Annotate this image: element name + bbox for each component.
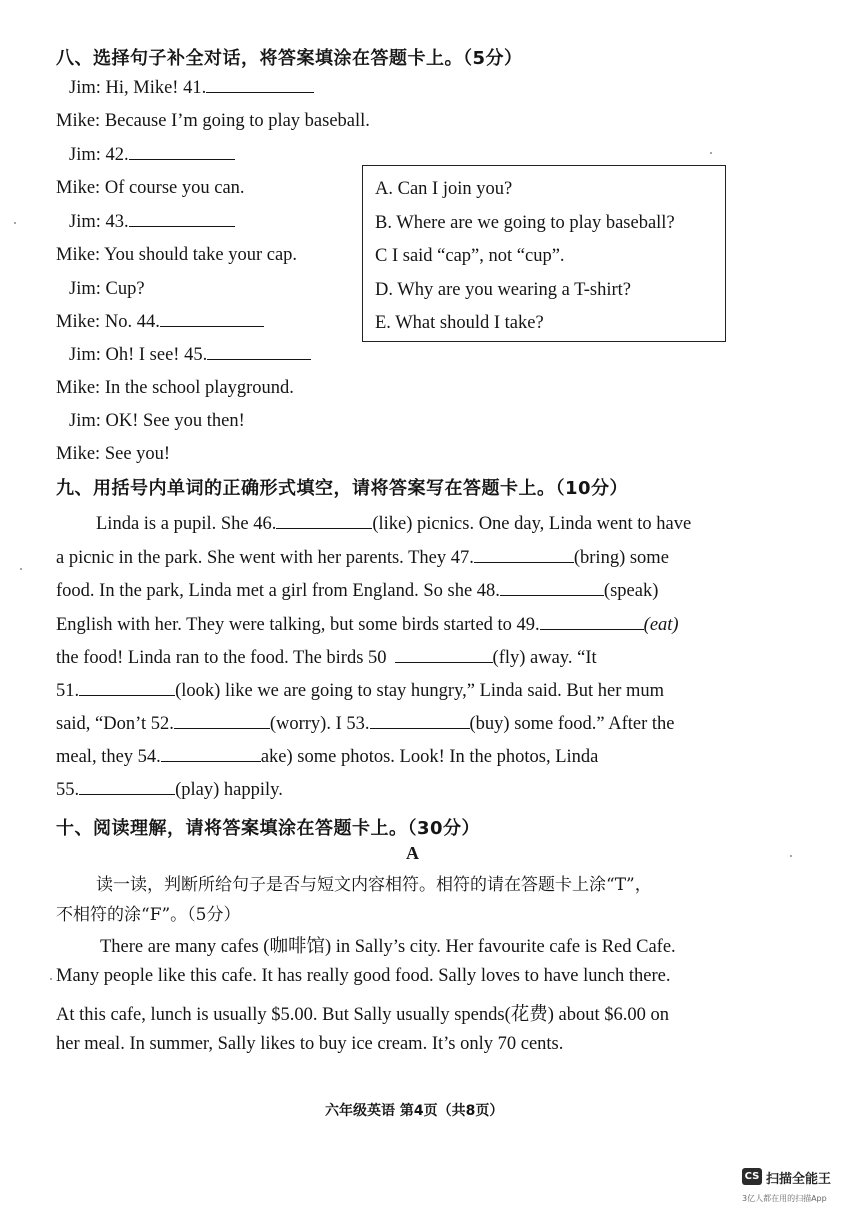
dialogue-line: Mike: In the school playground.	[56, 378, 294, 398]
scan-speck	[14, 222, 16, 224]
dialogue-line: Jim: Hi, Mike! 41.	[69, 78, 314, 99]
answer-blank	[370, 714, 470, 729]
answer-blank	[206, 78, 314, 93]
answer-blank	[540, 615, 644, 630]
answer-blank	[276, 514, 372, 529]
instruction-line: 读一读，判断所给句子是否与短文内容相符。相符的请在答题卡上涂“T”，	[96, 875, 652, 895]
option-e: E. What should I take?	[375, 313, 544, 333]
dialogue-line: Jim: Cup?	[69, 279, 145, 299]
answer-blank	[174, 714, 270, 729]
cloze-line: 51. (look) like we are going to stay hungry,” Linda said. But her mum	[56, 681, 665, 701]
answer-blank	[500, 581, 604, 596]
page-footer: 六年级英语 第4页（共8页）	[325, 1103, 504, 1119]
answer-blank	[129, 212, 235, 227]
answer-blank	[129, 145, 235, 160]
instruction-line: 不相符的涂“F”。（5分）	[56, 905, 241, 925]
camscanner-name: 扫描全能王	[766, 1172, 832, 1187]
dialogue-line: Mike: You should take your cap.	[56, 245, 298, 265]
option-b: B. Where are we going to play baseball?	[375, 213, 675, 233]
dialogue-line: Mike: Because I’m going to play baseball.	[56, 111, 370, 131]
dialogue-line: Mike: Of course you can.	[56, 178, 245, 198]
answer-blank	[79, 780, 175, 795]
passage-line: her meal. In summer, Sally likes to buy ice cream. It’s only 70 cents.	[56, 1034, 564, 1054]
dialogue-line: Jim: 42.	[69, 145, 235, 166]
cloze-line: Linda is a pupil. She 46. (like) picnics. One day, Linda went to have	[96, 514, 692, 534]
cloze-line: meal, they 54. ake) some photos. Look! In the photos, Linda	[56, 747, 599, 767]
answer-blank	[160, 312, 264, 327]
option-c: C I said “cap”, not “cup”.	[375, 246, 565, 266]
cloze-line: said, “Don’t 52. (worry). I 53. (buy) some food.” After the	[56, 714, 675, 734]
options-box	[362, 165, 726, 342]
dialogue-line: Mike: No. 44.	[56, 312, 264, 333]
cloze-line: food. In the park, Linda met a girl from England. So she 48. (speak)	[56, 581, 659, 601]
cloze-line: English with her. They were talking, but some birds started to 49. (eat)	[56, 615, 679, 635]
section10-heading: 十、阅读理解，请将答案填涂在答题卡上。（30分）	[56, 818, 481, 839]
answer-blank	[474, 548, 574, 563]
option-a: A. Can I join you?	[375, 179, 513, 199]
part-label: A	[406, 843, 419, 863]
section9-heading: 九、用括号内单词的正确形式填空，请将答案写在答题卡上。（10分）	[56, 478, 629, 499]
scan-speck	[20, 568, 22, 570]
dialogue-line: Jim: 43.	[69, 212, 235, 233]
answer-blank	[395, 648, 493, 663]
answer-blank	[161, 747, 261, 762]
camscanner-logo-icon: CS	[742, 1168, 762, 1185]
cloze-line: a picnic in the park. She went with her parents. They 47. (bring) some	[56, 548, 669, 568]
dialogue-line: Jim: Oh! I see! 45.	[69, 345, 311, 366]
passage-line: Many people like this cafe. It has really good food. Sally loves to have lunch there.	[56, 966, 671, 986]
passage-line: There are many cafes (咖啡馆) in Sally’s city. Her favourite cafe is Red Cafe.	[100, 937, 676, 957]
dialogue-line: Jim: OK! See you then!	[69, 411, 245, 431]
dialogue-line: Mike: See you!	[56, 444, 171, 464]
section8-heading: 八、选择句子补全对话，将答案填涂在答题卡上。（5分）	[56, 48, 523, 69]
answer-blank	[79, 681, 175, 696]
answer-blank	[207, 345, 311, 360]
cloze-line: 55. (play) happily.	[56, 780, 283, 800]
scan-speck	[50, 978, 52, 980]
camscanner-tagline: 3亿人都在用的扫描App	[742, 1194, 827, 1203]
scan-speck	[710, 152, 712, 154]
cloze-line: the food! Linda ran to the food. The birds 50 (fly) away. “It	[56, 648, 597, 668]
option-d: D. Why are you wearing a T-shirt?	[375, 280, 632, 300]
scan-speck	[790, 855, 792, 857]
passage-line: At this cafe, lunch is usually $5.00. But Sally usually spends(花费) about $6.00 on	[56, 1005, 670, 1025]
